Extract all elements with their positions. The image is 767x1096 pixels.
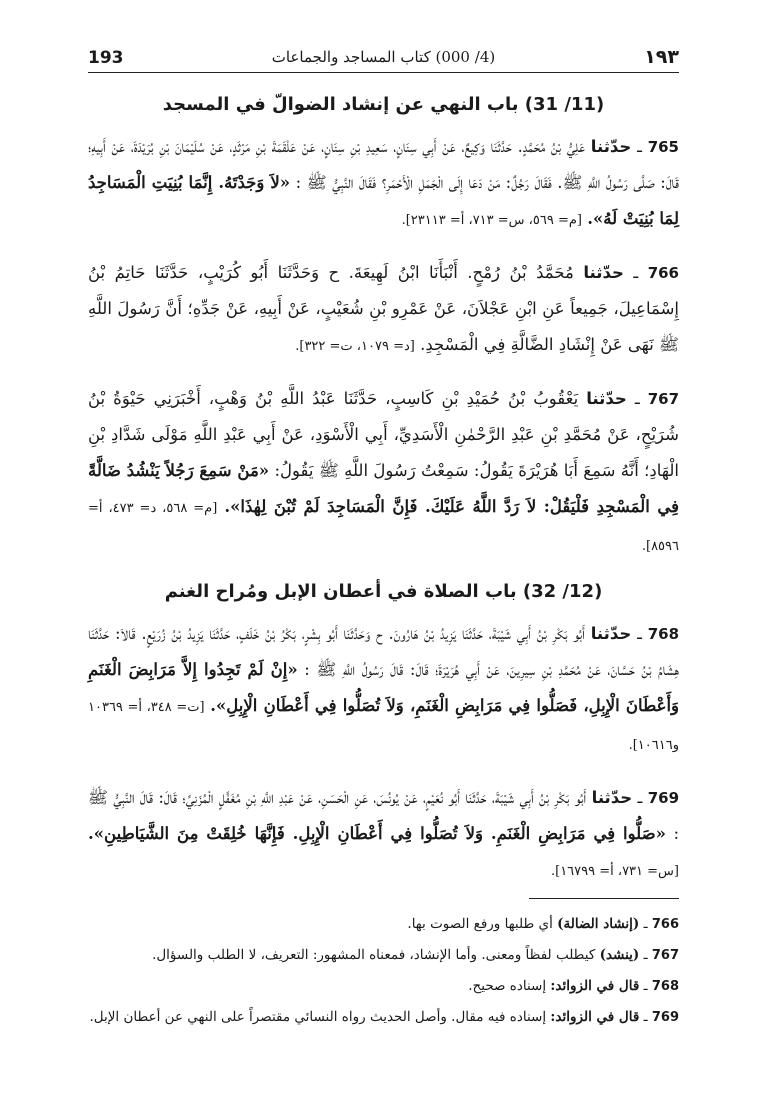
footnotes xyxy=(88,898,679,1037)
hadith-lead: حدّثنا xyxy=(586,389,627,408)
hadith-lead: حدّثنا xyxy=(591,788,633,807)
hadith-quote: «إِنْ لَمْ تَجِدُوا إِلاَّ مَرَابِضَ الْغَنَمِ وَأَعْطَانَ الْإِبِلِ، فَصَلُّوا فِي مَرَابِضِ الْغَنَمِ، وَلاَ تُصَلُّوا فِي أَعْطَانِ الْإِبِلِ». xyxy=(88,660,680,715)
hadith-number: 769 xyxy=(647,789,680,807)
hadith-text: أَبُو بَكْرِ بْنُ أَبِي شَيْبَةَ، حَدَّثَنَا يَزِيدُ بْنُ هَارُونَ. ح وَحَدَّثَنَا أَبُو بِشْرٍ، بَكْرُ بْنُ خَلَفٍ، حَدَّثَنَا يَزِيدُ بْنُ زُرَيْعٍ. قَالاَ: حَدَّثَنَا هِشَامُ بْنُ حَسَّانَ، عَنْ مُحَمَّدِ بْنِ سِيرِينَ، عَنْ أَبِي هُرَيْرَةَ؛ قَالَ: قَالَ رَسُولُ اللَّهِ ﷺ : xyxy=(88,624,679,679)
footnote-769: 769 ـ قال في الزوائد: إسناده فيه مقال. وأصل الحديث رواه النسائي مقتصراً على النهي عن أعطان الإبل. xyxy=(89,1009,679,1025)
footnote-766: 766 ـ (إنشاد الضالة) أي طلبها ورفع الصوت بها. xyxy=(407,916,679,932)
footnote-number: 766 xyxy=(651,917,679,932)
main-text xyxy=(88,86,679,906)
hadith-text: مُحَمَّدُ بْنُ رُمْحٍ. أَنْبَأَنَا ابْنُ لَهِيعَةَ. ح وَحَدَّثَنَا أَبُو كُرَيْبٍ، حَدَّثَنَا حَاتِمُ بْنُ إِسْمَاعِيلَ، جَمِيعاً عَنِ ابْنِ عَجْلاَنَ، عَنْ عَمْرِو بْنِ شُعَيْبٍ، عَنْ أَبِيهِ، عَنْ جَدِّهِ؛ أَنَّ رَسُولَ اللَّهِ ﷺ نَهَى عَنْ إِنْشَادِ الضَّالَّةِ فِي الْمَسْجِدِ. xyxy=(88,263,679,354)
chapter-heading: (11/ 31) باب النهي عن إنشاد الضوالّ في المسجد xyxy=(162,94,605,115)
footnote-divider xyxy=(529,898,679,899)
footnote-lead: قال في الزوائد: xyxy=(550,1009,640,1025)
hadith-quote: «لاَ وَجَدْتَهُ. إِنَّمَا بُنِيَتِ الْمَسَاجِدُ لِمَا بُنِيَتْ لَهُ». xyxy=(88,173,679,228)
footnote-768: 768 ـ قال في الزوائد: إسناده صحيح. xyxy=(468,978,679,994)
hadith-number: 765 xyxy=(647,138,679,156)
hadith-lead: حدّثنا xyxy=(590,137,632,156)
hadith-quote: «صَلُّوا فِي مَرَابِضِ الْغَنَمِ. وَلاَ تُصَلُّوا فِي أَعْطَانِ الْإِبِلِ. فَإِنَّهَا خُلِقَتْ مِنَ الشَّيَاطِينِ». xyxy=(88,824,666,843)
page-number-arabic: ١٩٣ xyxy=(644,46,679,68)
hadith-text: عَلِيُّ بْنُ مُحَمَّدٍ. حَدَّثَنَا وَكِيعٌ، عَنْ أَبِي سِنَانٍ، سَعِيدِ بْنِ سِنَانٍ، عَنْ عَلْقَمَةَ بْنِ مَرْثَدٍ، عَنْ سُلَيْمَانَ بْنِ بُرَيْدَةَ، عَنْ أَبِيهِ؛ قَالَ: صَلَّى رَسُولُ اللَّهِ ﷺ. فَقَالَ رَجُلٌ: مَنْ دَعَا إِلَى الْجَمَلِ الْأَحْمَرِ؟ فَقَالَ النَّبِيُّ ﷺ : xyxy=(88,137,679,192)
footnote-767: 767 ـ (ينشد) كيطلب لفظاً ومعنى. وأما الإنشاد، فمعناه المشهور: التعريف، لا الطلب والسؤال. xyxy=(152,947,679,963)
hadith-text: يَعْقُوبُ بْنُ حُمَيْدِ بْنِ كَاسِبٍ، حَدَّثَنَا عَبْدُ اللَّهِ بْنُ وَهْبٍ، أَخْبَرَنِي حَيْوَةُ بْنُ شُرَيْحٍ، عَنْ مُحَمَّدِ بْنِ عَبْدِ الرَّحْمٰنِ الْأَسَدِيِّ، أَبِي الْأَسْوَدِ، عَنْ أَبِي عَبْدِ اللَّهِ مَوْلَى شَدَّادِ بْنِ الْهَادِ؛ أَنَّهُ سَمِعَ أَبَا هُرَيْرَةَ يَقُولُ: سَمِعْتُ رَسُولَ اللَّهِ ﷺ يَقُولُ: xyxy=(88,389,680,480)
footnote-lead: (ينشد) xyxy=(599,947,640,963)
hadith-reference: [م= ٥٦٨، د= ٤٧٣، أ= ٨٥٩٦]. xyxy=(88,501,679,554)
hadith-text: أَبُو بَكْرِ بْنُ أَبِي شَيْبَةَ، حَدَّثَنَا أَبُو نُعَيْمٍ، عَنْ يُونُسَ، عَنِ الْحَسَنِ، عَنْ عَبْدِ اللَّهِ بْنِ مُغَفَّلٍ الْمُزَنِيِّ؛ قَالَ: قَالَ النَّبِيُّ ﷺ : xyxy=(88,788,679,843)
hadith-767: 767 ـ حدّثنا يَعْقُوبُ بْنُ حُمَيْدِ بْنِ كَاسِبٍ، حَدَّثَنَا عَبْدُ اللَّهِ بْنُ وَهْبٍ، أَخْبَرَنِي حَيْوَةُ بْنُ شُرَيْحٍ، عَنْ مُحَمَّدِ بْنِ عَبْدِ الرَّحْمٰنِ الْأَسَدِيِّ، أَبِي الْأَسْوَدِ، عَنْ أَبِي عَبْدِ اللَّهِ مَوْلَى شَدَّادِ بْنِ الْهَادِ؛ أَنَّهُ سَمِعَ أَبَا هُرَيْرَةَ يَقُولُ: سَمِعْتُ رَسُولَ اللَّهِ ﷺ يَقُولُ: «مَنْ سَمِعَ رَجُلاً يَنْشُدُ ضَالَّةً فِي الْمَسْجِدِ فَلْيَقُلْ: لاَ رَدَّ اللَّهُ عَلَيْكَ. فَإِنَّ الْمَسَاجِدَ لَمْ تُبْنَ لِهٰذَا». [م= ٥٦٨، د= ٤٧٣، أ= ٨٥٩٦]. xyxy=(88,389,680,554)
hadith-lead: حدّثنا xyxy=(590,624,632,643)
hadith-769: 769 ـ حدّثنا أَبُو بَكْرِ بْنُ أَبِي شَيْبَةَ، حَدَّثَنَا أَبُو نُعَيْمٍ، عَنْ يُونُسَ، عَنِ الْحَسَنِ، عَنْ عَبْدِ اللَّهِ بْنِ مُغَفَّلٍ الْمُزَنِيِّ؛ قَالَ: قَالَ النَّبِيُّ ﷺ : «صَلُّوا فِي مَرَابِضِ الْغَنَمِ. وَلاَ تُصَلُّوا فِي أَعْطَانِ الْإِبِلِ. فَإِنَّهَا خُلِقَتْ مِنَ الشَّيَاطِينِ». [س= ٧٣١، أ= ١٦٧٩٩]. xyxy=(88,788,680,879)
footnote-text: إسناده فيه مقال. وأصل الحديث رواه النسائي مقتصراً على النهي عن أعطان الإبل. xyxy=(89,1009,547,1025)
hadith-reference: [م= ٥٦٩، س= ٧١٣، أ= ٢٣١١٣]. xyxy=(401,213,582,228)
hadith-766: 766 ـ حدّثنا مُحَمَّدُ بْنُ رُمْحٍ. أَنْبَأَنَا ابْنُ لَهِيعَةَ. ح وَحَدَّثَنَا أَبُو كُرَيْبٍ، حَدَّثَنَا حَاتِمُ بْنُ إِسْمَاعِيلَ، جَمِيعاً عَنِ ابْنِ عَجْلاَنَ، عَنْ عَمْرِو بْنِ شُعَيْبٍ، عَنْ أَبِيهِ، عَنْ جَدِّهِ؛ أَنَّ رَسُولَ اللَّهِ ﷺ نَهَى عَنْ إِنْشَادِ الضَّالَّةِ فِي الْمَسْجِدِ. [د= ١٠٧٩، ت= ٣٢٢]. xyxy=(88,263,679,354)
footnote-number: 768 xyxy=(651,979,679,994)
hadith-reference: [س= ٧٣١، أ= ١٦٧٩٩]. xyxy=(550,864,679,879)
running-title: (4/ 000) كتاب المساجد والجماعات xyxy=(271,48,496,66)
hadith-765: 765 ـ حدّثنا عَلِيُّ بْنُ مُحَمَّدٍ. حَدَّثَنَا وَكِيعٌ، عَنْ أَبِي سِنَانٍ، سَعِيدِ بْنِ سِنَانٍ، عَنْ عَلْقَمَةَ بْنِ مَرْثَدٍ، عَنْ سُلَيْمَانَ بْنِ بُرَيْدَةَ، عَنْ أَبِيهِ؛ قَالَ: صَلَّى رَسُولُ اللَّهِ ﷺ. فَقَالَ رَجُلٌ: مَنْ دَعَا إِلَى الْجَمَلِ الْأَحْمَرِ؟ فَقَالَ النَّبِيُّ ﷺ : «لاَ وَجَدْتَهُ. إِنَّمَا بُنِيَتِ الْمَسَاجِدُ لِمَا بُنِيَتْ لَهُ». [م= ٥٦٩، س= ٧١٣، أ= ٢٣١١٣]. xyxy=(88,137,679,228)
chapter-heading: (12/ 32) باب الصلاة في أعطان الإبل ومُراح الغنم xyxy=(164,581,603,602)
hadith-lead: حدّثنا xyxy=(583,263,624,282)
footnote-text: إسناده صحيح. xyxy=(468,978,547,994)
hadith-reference: [ت= ٣٤٨، أ= ١٠٣٦٩ و١٠٦١٦]. xyxy=(88,700,679,753)
hadith-number: 766 xyxy=(647,264,679,282)
footnote-text: كيطلب لفظاً ومعنى. وأما الإنشاد، فمعناه المشهور: التعريف، لا الطلب والسؤال. xyxy=(152,947,596,963)
hadith-number: 768 xyxy=(647,625,680,643)
footnote-text: أي طلبها ورفع الصوت بها. xyxy=(407,916,553,932)
footnote-number: 769 xyxy=(651,1010,679,1025)
hadith-number: 767 xyxy=(647,390,680,408)
footnote-number: 767 xyxy=(651,948,679,963)
hadith-768: 768 ـ حدّثنا أَبُو بَكْرِ بْنُ أَبِي شَيْبَةَ، حَدَّثَنَا يَزِيدُ بْنُ هَارُونَ. ح وَحَدَّثَنَا أَبُو بِشْرٍ، بَكْرُ بْنُ خَلَفٍ، حَدَّثَنَا يَزِيدُ بْنُ زُرَيْعٍ. قَالاَ: حَدَّثَنَا هِشَامُ بْنُ حَسَّانَ، عَنْ مُحَمَّدِ بْنِ سِيرِينَ، عَنْ أَبِي هُرَيْرَةَ؛ قَالَ: قَالَ رَسُولُ اللَّهِ ﷺ : «إِنْ لَمْ تَجِدُوا إِلاَّ مَرَابِضَ الْغَنَمِ وَأَعْطَانَ الْإِبِلِ، فَصَلُّوا فِي مَرَابِضِ الْغَنَمِ، وَلاَ تُصَلُّوا فِي أَعْطَانِ الْإِبِلِ». [ت= ٣٤٨، أ= ١٠٣٦٩ و١٠٦١٦]. xyxy=(88,624,680,753)
hadith-reference: [د= ١٠٧٩، ت= ٣٢٢]. xyxy=(295,339,415,354)
page-number-latin: 193 xyxy=(88,48,124,68)
page-header xyxy=(88,44,679,73)
footnote-lead: (إنشاد الضالة) xyxy=(557,916,640,932)
hadith-quote: «مَنْ سَمِعَ رَجُلاً يَنْشُدُ ضَالَّةً فِي الْمَسْجِدِ فَلْيَقُلْ: لاَ رَدَّ اللَّهُ عَلَيْكَ. فَإِنَّ الْمَسَاجِدَ لَمْ تُبْنَ لِهٰذَا». xyxy=(88,461,679,516)
footnote-lead: قال في الزوائد: xyxy=(550,978,640,994)
